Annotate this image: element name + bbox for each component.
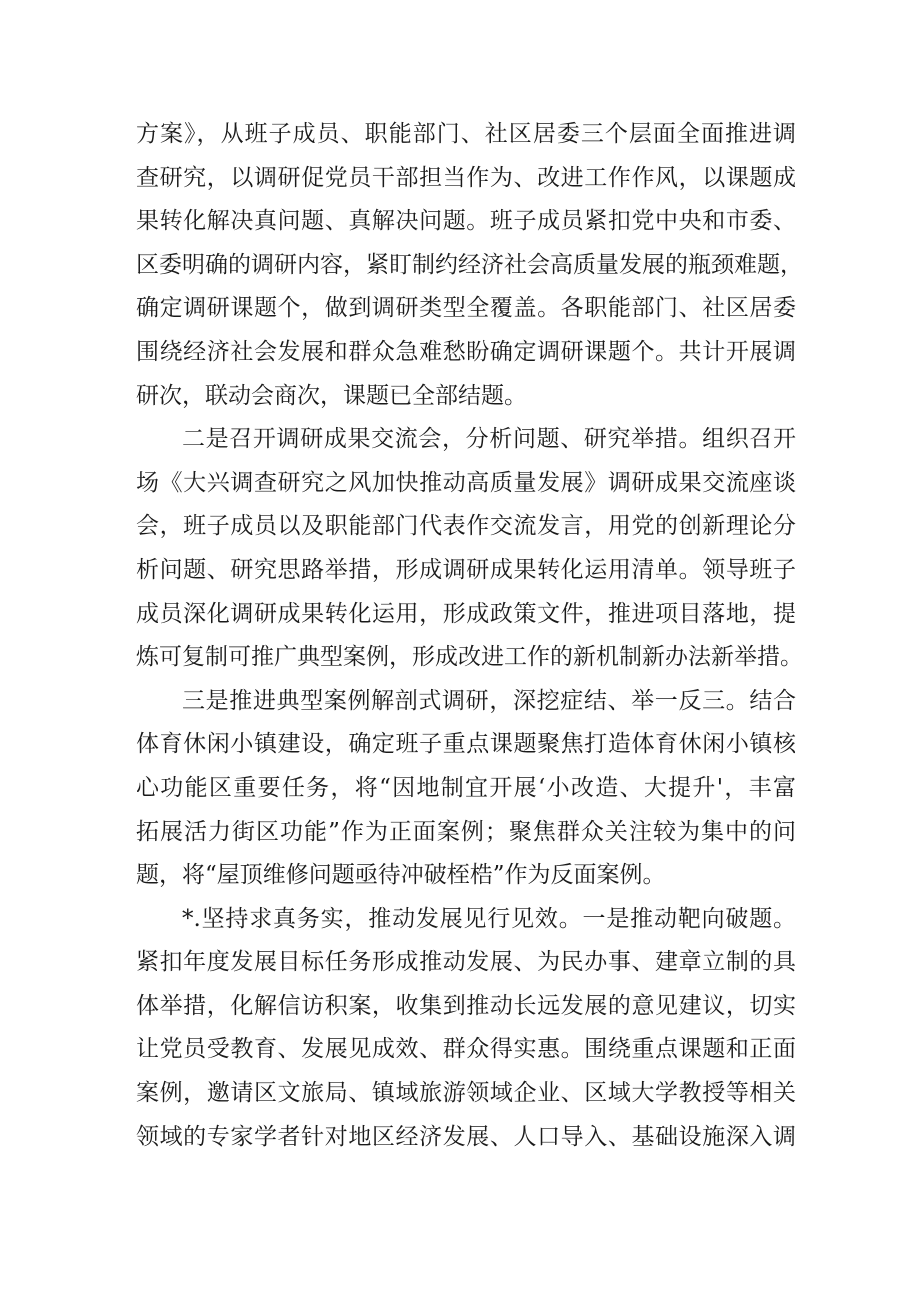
text-line: 围绕经济社会发展和群众急难愁盼确定调研课题个。共计开展调: [136, 338, 796, 365]
paragraph-start-line: 二是召开调研成果交流会，分析问题、研究举措。组织召开: [182, 426, 796, 453]
text-line: 确定调研课题个，做到调研类型全覆盖。各职能部门、社区居委: [136, 295, 796, 322]
paragraph-start-line: 三是推进典型案例解剖式调研，深挖症结、举一反三。结合: [182, 687, 796, 714]
text-line: 紧扣年度发展目标任务形成推动发展、为民办事、建章立制的具: [136, 949, 796, 976]
text-line: 研次，联动会商次，课题已全部结题。: [136, 382, 527, 409]
text-line: 领域的专家学者针对地区经济发展、人口导入、基础设施深入调: [136, 1123, 796, 1150]
text-line: 果转化解决真问题、真解决问题。班子成员紧扣党中央和市委、: [136, 208, 796, 235]
text-line: 方案》，从班子成员、职能部门、社区居委三个层面全面推进调: [136, 121, 796, 147]
text-line: 案例，邀请区文旅局、镇域旅游领域企业、区域大学教授等相关: [136, 1080, 796, 1107]
text-line: 成员深化调研成果转化运用，形成政策文件，推进项目落地，提: [136, 600, 796, 627]
text-line: 拓展活力街区功能”作为正面案例；聚焦群众关注较为集中的问: [136, 818, 796, 845]
text-line: 让党员受教育、发展见成效、群众得实惠。围绕重点课题和正面: [136, 1036, 796, 1063]
text-line: 区委明确的调研内容，紧盯制约经济社会高质量发展的瓶颈难题，: [136, 251, 803, 278]
body-text: [136, 113, 803, 1159]
text-line: 会，班子成员以及职能部门代表作交流发言，用党的创新理论分: [136, 513, 796, 540]
text-line: 题，将“屋顶维修问题亟待冲破桎梏”作为反面案例。: [136, 862, 666, 889]
text-line: 析问题、研究思路举措，形成调研成果转化运用清单。领导班子: [136, 556, 796, 583]
text-line: 体举措，化解信访积案，收集到推动长远发展的意见建议，切实: [136, 992, 796, 1019]
text-line: 场《大兴调查研究之风加快推动高质量发展》调研成果交流座谈: [136, 469, 796, 496]
text-line: 体育休闲小镇建设，确定班子重点课题聚焦打造体育休闲小镇核: [136, 731, 796, 758]
text-line: 炼可复制可推广典型案例，形成改进工作的新机制新办法新举措。: [136, 644, 803, 671]
text-line: 心功能区重要任务，将“因地制宜开展‘小改造、大提升'，丰富: [136, 774, 796, 801]
text-line: 查研究，以调研促党员干部担当作为、改进工作作风，以课题成: [136, 164, 796, 191]
paragraph-start-line: *.坚持求真务实，推动发展见行见效。一是推动靶向破题。: [182, 905, 796, 932]
